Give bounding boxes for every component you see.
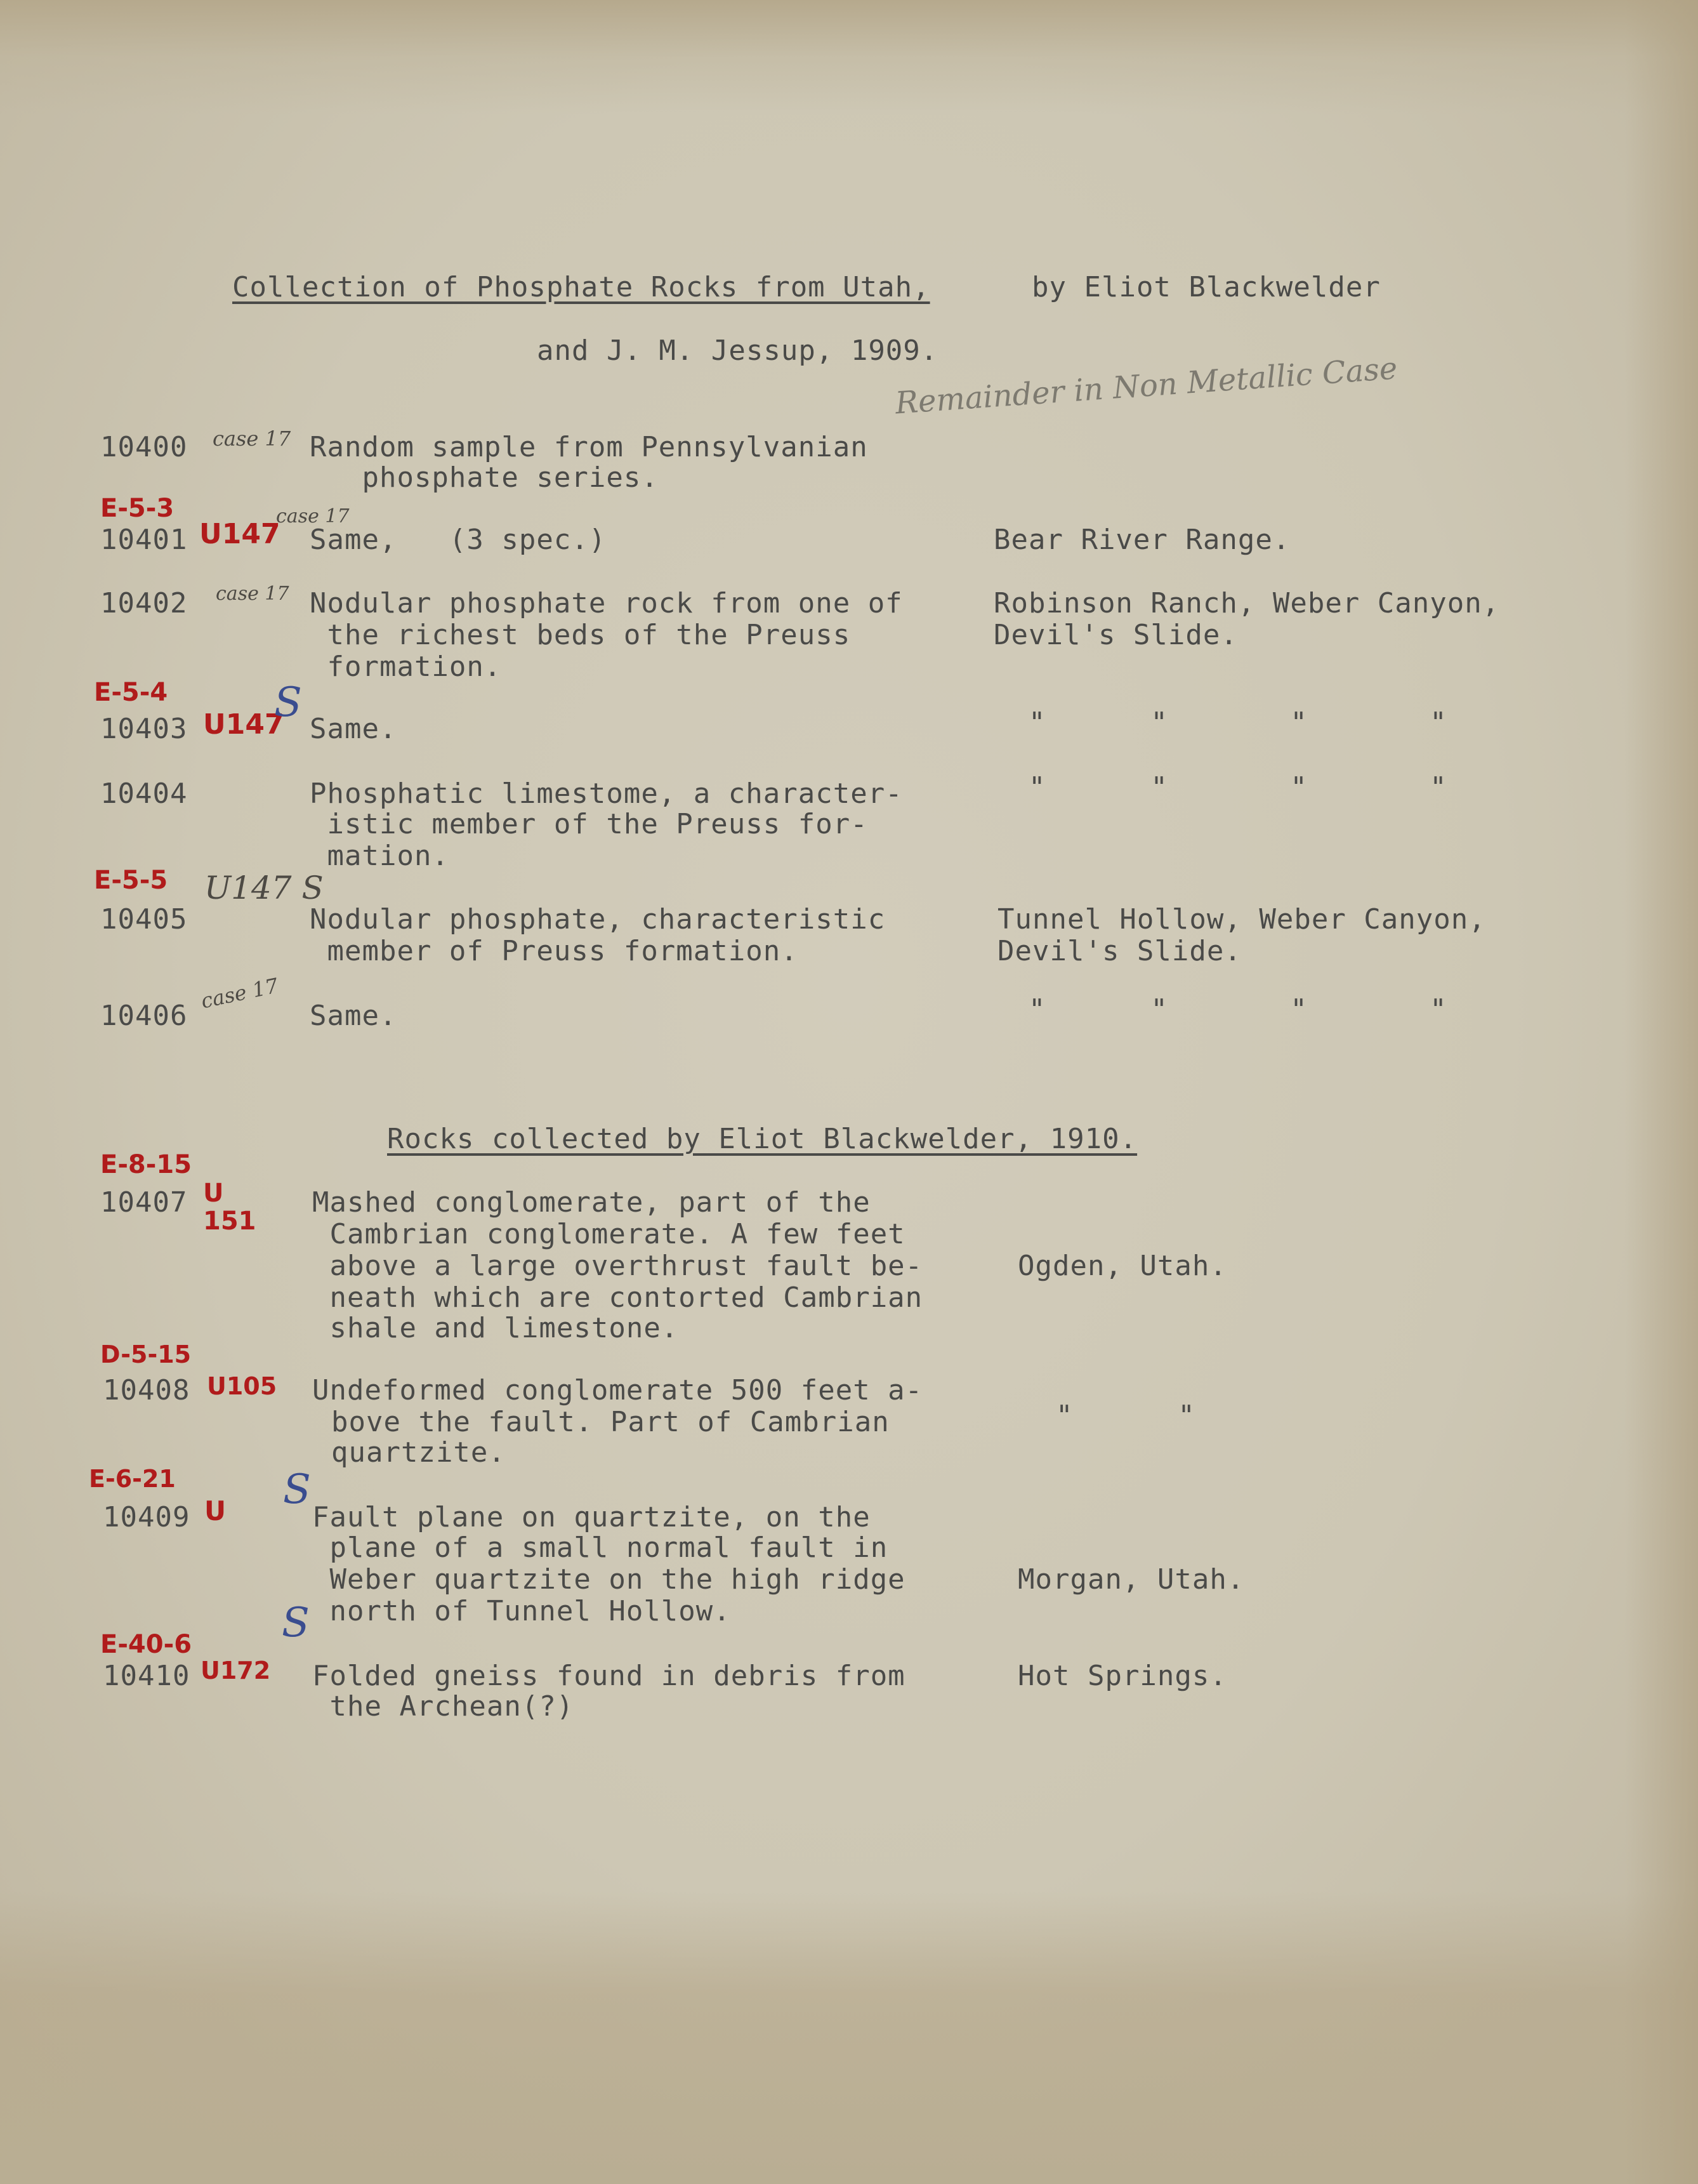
red-storage-code: E-5-4 — [94, 678, 168, 707]
red-case-number: U147 — [199, 518, 280, 550]
entry-description: istic member of the Preuss for- — [310, 808, 868, 840]
case-annotation: U147 S — [204, 870, 324, 906]
entry-description: Phosphatic limestome, a character- — [310, 778, 903, 810]
entry-description: the richest beds of the Preuss — [310, 619, 851, 651]
entry-description: Fault plane on quartzite, on the — [312, 1501, 871, 1533]
entry-description: Nodular phosphate, characteristic — [310, 903, 886, 936]
section-title: Rocks collected by Eliot Blackwelder, 1910. — [387, 1123, 1138, 1155]
entry-description: Nodular phosphate rock from one of — [310, 587, 903, 619]
top-stain — [0, 0, 1698, 114]
entry-locality: " " " " — [994, 993, 1447, 1026]
entry-description: above a large overthrust fault be- — [312, 1250, 923, 1282]
case-annotation: case 17 — [216, 583, 289, 605]
red-storage-code: D-5-15 — [100, 1340, 192, 1368]
entry-description: north of Tunnel Hollow. — [312, 1595, 731, 1627]
red-storage-code: E-8-15 — [100, 1150, 192, 1179]
entry-description: Cambrian conglomerate. A few feet — [312, 1218, 905, 1250]
entry-number: 10405 — [100, 903, 188, 936]
entry-number: 10407 — [100, 1186, 188, 1219]
entry-number: 10401 — [100, 524, 188, 556]
title-line-2: and J. M. Jessup, 1909. — [537, 334, 938, 367]
entry-number: 10406 — [100, 1000, 188, 1032]
entry-number: 10409 — [103, 1501, 190, 1533]
entry-description: Folded gneiss found in debris from — [312, 1660, 905, 1692]
entry-locality: Hot Springs. — [1018, 1660, 1227, 1692]
entry-description: Random sample from Pennsylvanian — [310, 431, 868, 463]
case-annotation: case 17 — [199, 973, 280, 1014]
blue-s-mark: S — [282, 1599, 310, 1646]
entry-description: quartzite. — [331, 1436, 506, 1469]
red-case-number: U 151 — [203, 1179, 256, 1236]
right-edge-stain — [1624, 0, 1698, 2184]
entry-number: 10410 — [103, 1660, 190, 1692]
entry-description: Mashed conglomerate, part of the — [312, 1186, 871, 1219]
pencil-note: Remainder in Non Metallic Case — [894, 350, 1399, 421]
red-storage-code: E-5-3 — [100, 494, 174, 523]
entry-description: Undeformed conglomerate 500 feet a- — [312, 1374, 923, 1406]
entry-locality: Tunnel Hollow, Weber Canyon, — [997, 903, 1486, 936]
red-case-number: U147 — [203, 708, 284, 741]
red-case-number: U105 — [207, 1372, 277, 1400]
entry-locality: " " " " — [994, 706, 1447, 739]
entry-number: 10402 — [100, 587, 188, 619]
blue-s-mark: S — [283, 1466, 311, 1513]
entry-description: plane of a small normal fault in — [312, 1532, 888, 1564]
entry-description: mation. — [310, 840, 449, 872]
entry-locality: Morgan, Utah. — [1018, 1563, 1245, 1596]
entry-description: Same. — [310, 713, 397, 745]
entry-description: Same. — [310, 1000, 397, 1032]
red-storage-code: E-6-21 — [89, 1465, 176, 1493]
case-annotation: case 17 — [276, 505, 350, 527]
red-storage-code: E-40-6 — [100, 1630, 192, 1659]
red-case-number: U172 — [201, 1657, 271, 1684]
bottom-stain — [0, 1891, 1698, 2184]
entry-description: the Archean(?) — [312, 1690, 574, 1723]
entry-description: Weber quartzite on the high ridge — [312, 1563, 905, 1596]
entry-description: member of Preuss formation. — [310, 935, 798, 967]
entry-number: 10404 — [100, 778, 188, 810]
title-line-1: Collection of Phosphate Rocks from Utah, — [232, 271, 930, 303]
entry-number: 10403 — [100, 713, 188, 745]
entry-description: formation. — [310, 651, 502, 683]
entry-locality: " " — [1056, 1400, 1195, 1432]
entry-locality: Robinson Ranch, Weber Canyon, — [994, 587, 1500, 619]
entry-locality: Ogden, Utah. — [1018, 1250, 1227, 1282]
entry-locality: Devil's Slide. — [997, 935, 1242, 967]
entry-description: phosphate series. — [310, 461, 659, 494]
entry-locality: Devil's Slide. — [994, 619, 1238, 651]
entry-locality: " " " " — [994, 771, 1447, 804]
entry-number: 10408 — [103, 1374, 190, 1406]
entry-number: 10400 — [100, 431, 188, 463]
blue-s-mark: S — [274, 679, 302, 726]
title-author: by Eliot Blackwelder — [1032, 271, 1381, 303]
case-annotation: case 17 — [213, 427, 291, 451]
red-case-number: U — [204, 1495, 227, 1526]
entry-locality: Bear River Range. — [994, 524, 1291, 556]
entry-description: shale and limestone. — [312, 1312, 679, 1344]
entry-description: neath which are contorted Cambrian — [312, 1281, 923, 1314]
entry-description: Same, (3 spec.) — [310, 524, 607, 556]
entry-description: bove the fault. Part of Cambrian — [331, 1406, 890, 1438]
red-storage-code: E-5-5 — [94, 866, 168, 895]
